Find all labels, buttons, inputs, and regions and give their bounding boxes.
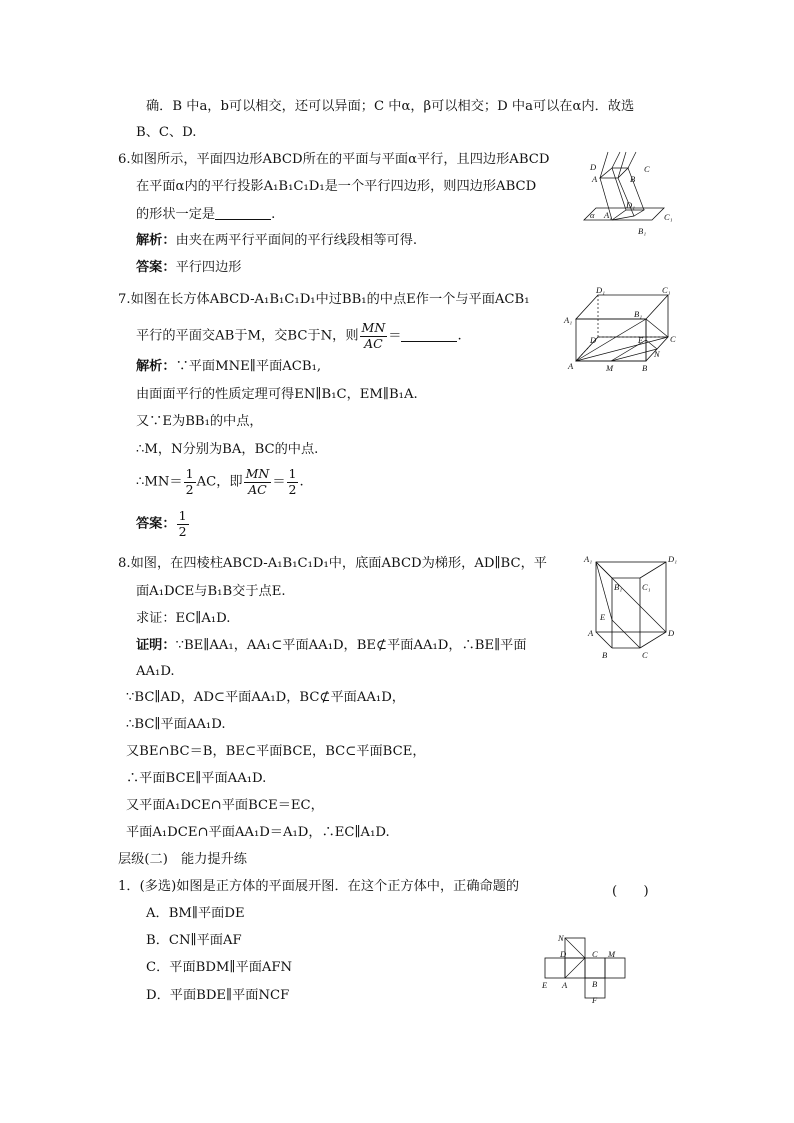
level2-heading: 层级(二) 能力提升练 bbox=[118, 852, 247, 867]
q7-half-1: $\frac{1}{2}$ bbox=[185, 466, 194, 497]
q8-stem-line-1: 8.如图，在四棱柱ABCD-A₁B₁C₁D₁中，底面ABCD为梯形，AD∥BC，平 bbox=[118, 556, 547, 571]
q7-half-2: $\frac{1}{2}$ bbox=[288, 466, 297, 497]
fig7-label-a1: A₁ bbox=[564, 315, 573, 325]
fig6-label-c1: C₁ bbox=[664, 212, 673, 222]
fig9-label-d: D bbox=[560, 949, 567, 959]
q8-proof-label: 证明： bbox=[136, 638, 176, 653]
fig7-label-m: M bbox=[606, 363, 614, 373]
fig9-label-c: C bbox=[592, 949, 598, 959]
fig7-label-b: B bbox=[642, 363, 648, 373]
fig8-label-c: C bbox=[642, 650, 648, 660]
q6-stem-line-2: 在平面α内的平行投影A₁B₁C₁D₁是一个平行四边形，则四边形ABCD bbox=[136, 179, 537, 194]
fig8-label-a1: A₁ bbox=[584, 554, 593, 564]
q6-analysis-text: 由夹在两平行平面间的平行线段相等可得. bbox=[175, 233, 418, 248]
q9-option-c: C．平面BDM∥平面AFN bbox=[146, 960, 293, 975]
q7-figure bbox=[562, 285, 682, 373]
q9-option-d: D．平面BDE∥平面NCF bbox=[146, 988, 290, 1003]
fig8-label-e: E bbox=[600, 612, 606, 622]
fig7-label-n: N bbox=[654, 349, 660, 359]
q6-answer-text: 平行四边形 bbox=[175, 260, 242, 275]
fig8-label-d1: D₁ bbox=[668, 554, 678, 564]
q8-proof-1b: AA₁D. bbox=[136, 664, 175, 679]
fig8-label-a: A bbox=[588, 628, 594, 638]
q9-figure-cube-net bbox=[538, 930, 638, 1006]
fig8-label-b: B bbox=[602, 650, 608, 660]
q8-stem-line-3: 求证：EC∥A₁D. bbox=[136, 611, 231, 626]
fig7-label-c1: C₁ bbox=[662, 285, 671, 295]
q6-stem-line-1: 6.如图所示，平面四边形ABCD所在的平面与平面α平行，且四边形ABCD bbox=[118, 152, 550, 167]
q9-option-b: B．CN∥平面AF bbox=[146, 933, 242, 948]
fig7-label-b1: B₁ bbox=[634, 309, 643, 319]
q9-multi-tag: (多选) bbox=[139, 879, 177, 894]
q7-answer-fraction: $\frac{1}{2}$ bbox=[178, 508, 187, 539]
fig7-label-d: D bbox=[590, 335, 597, 345]
q9-stem: 1．(多选)如图是正方体的平面展开图．在这个正方体中，正确命题的 bbox=[118, 879, 520, 894]
q8-figure bbox=[580, 550, 680, 660]
q7-fraction: $\frac{MN}{AC}$ bbox=[361, 320, 386, 351]
q8-proof-2: ∵BC∥AD，AD⊂平面AA₁D，BC⊄平面AA₁D， bbox=[126, 690, 405, 705]
q7-answer-blank bbox=[401, 329, 457, 342]
fig7-label-d1: D₁ bbox=[596, 285, 606, 295]
fig6-label-b1: B₁ bbox=[638, 226, 647, 236]
fig9-label-f: F bbox=[592, 995, 598, 1005]
q6-stem-line-3: 的形状一定是 . bbox=[136, 207, 276, 222]
q7-analysis-1: 解析：∵平面MNE∥平面ACB₁, bbox=[136, 359, 322, 374]
fig6-label-b: B bbox=[630, 174, 636, 184]
q9-option-a: A．BM∥平面DE bbox=[146, 906, 245, 921]
q6-analysis bbox=[136, 234, 417, 247]
q8-proof-3: ∴BC∥平面AA₁D. bbox=[126, 717, 226, 732]
fig7-label-c: C bbox=[670, 334, 676, 344]
plane-alpha bbox=[584, 208, 664, 220]
q7-stem-line-1: 7.如图在长方体ABCD-A₁B₁C₁D₁中过BB₁的中点E作一个与平面ACB₁ bbox=[118, 292, 530, 307]
fig9-label-e: E bbox=[542, 980, 548, 990]
fig7-label-e: E bbox=[638, 335, 644, 345]
fig8-label-d: D bbox=[668, 628, 675, 638]
fig9-label-m: M bbox=[608, 949, 616, 959]
fig8-label-b1: B₁ bbox=[614, 582, 623, 592]
q8-stem-line-2: 面A₁DCE与B₁B交于点E. bbox=[136, 584, 286, 599]
fig8-label-c1: C₁ bbox=[642, 582, 651, 592]
fig9-label-n: N bbox=[558, 933, 564, 943]
q6-figure bbox=[578, 148, 678, 240]
q8-proof-6: 又平面A₁DCE∩平面BCE＝EC， bbox=[126, 798, 324, 813]
q7-analysis-5: ∴MN＝ $\frac{1}{2}$ AC，即 $\frac{MN}{AC}$ ＝ $\frac{1}{2}$ . bbox=[136, 466, 304, 497]
fig6-label-a1: A₁ bbox=[604, 210, 613, 220]
fig6-label-alpha: α bbox=[590, 210, 595, 220]
q7-analysis-3: 又∵E为BB₁的中点， bbox=[136, 414, 263, 429]
q7-stem-line-2: 平行的平面交AB于M，交BC于N，则 $\frac{MN}{AC}$ ＝ . bbox=[136, 320, 462, 351]
q6-answer-label: 答案： bbox=[136, 260, 176, 275]
q7-answer-label: 答案： bbox=[136, 516, 176, 532]
fig6-label-a: A bbox=[592, 174, 598, 184]
q7-analysis-2: 由面面平行的性质定理可得EN∥B₁C，EM∥B₁A. bbox=[136, 387, 418, 402]
q9-answer-paren: ( ) bbox=[612, 884, 649, 899]
q8-proof-4: 又BE∩BC＝B，BE⊂平面BCE，BC⊂平面BCE， bbox=[126, 744, 426, 759]
fig7-label-a: A bbox=[568, 361, 574, 371]
fig6-label-d: D bbox=[590, 162, 597, 172]
q6-answer-blank bbox=[215, 207, 271, 220]
q7-fraction-2: $\frac{MN}{AC}$ bbox=[245, 466, 270, 497]
q8-proof-5: ∴平面BCE∥平面AA₁D. bbox=[126, 771, 267, 786]
q8-proof-1: 证明：∵BE∥AA₁，AA₁⊂平面AA₁D，BE⊄平面AA₁D，∴BE∥平面 bbox=[136, 638, 527, 653]
q6-answer bbox=[136, 261, 242, 274]
q7-analysis-label: 解析： bbox=[136, 359, 176, 374]
fig6-label-c: C bbox=[644, 164, 650, 174]
continuation-line-2: B、C、D. bbox=[136, 125, 197, 140]
q6-stem-text: 的形状一定是 bbox=[136, 207, 216, 222]
q7-answer bbox=[136, 510, 190, 538]
fig6-label-d1: D₁ bbox=[626, 200, 636, 210]
continuation-line-1: 确．B 中a，b可以相交，还可以异面；C 中α，β可以相交；D 中a可以在α内．故选 bbox=[146, 99, 635, 114]
q8-proof-7: 平面A₁DCE∩平面AA₁D＝A₁D，∴EC∥A₁D. bbox=[126, 825, 390, 840]
q6-analysis-label: 解析： bbox=[136, 233, 176, 248]
fig9-label-a: A bbox=[562, 980, 568, 990]
q7-analysis-4: ∴M，N分别为BA，BC的中点. bbox=[136, 442, 319, 457]
fig9-label-b: B bbox=[592, 979, 598, 989]
